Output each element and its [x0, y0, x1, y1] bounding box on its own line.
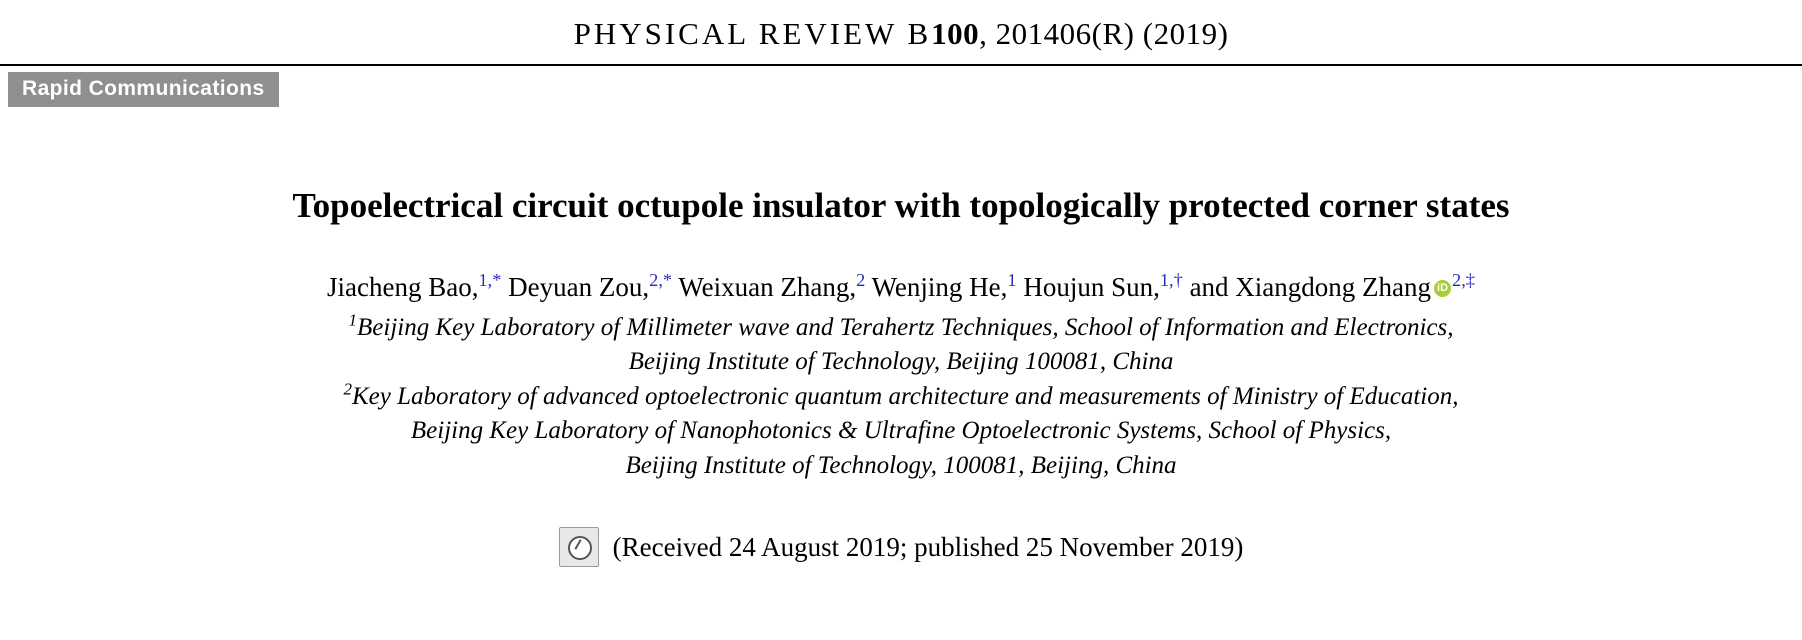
- author-entry: [1023, 272, 1182, 302]
- affiliation-line: Beijing Key Laboratory of Millimeter wave and Terahertz Techniques, School of Information and Electronics,: [357, 313, 1454, 341]
- author-name: Weixuan Zhang,: [678, 272, 857, 302]
- affiliation-line: Beijing Key Laboratory of Nanophotonics & Ultrafine Optoelectronic Systems, School of Physics,: [410, 417, 1392, 445]
- affiliation-number: 1: [348, 310, 358, 330]
- author-footnote-mark[interactable]: 1,†: [1159, 270, 1183, 290]
- affiliation-line: Beijing Institute of Technology, 100081, Beijing, China: [625, 451, 1177, 479]
- author-name: Jiacheng Bao,: [327, 272, 479, 302]
- author-name: Deyuan Zou,: [508, 272, 650, 302]
- badge-container: [0, 72, 1802, 107]
- author-entry: [1190, 272, 1475, 302]
- crossmark-icon[interactable]: [559, 527, 599, 567]
- affiliation-item: [70, 449, 1732, 484]
- journal-volume: 100: [931, 16, 980, 51]
- affiliation-item: [70, 345, 1732, 380]
- affiliation-line: Beijing Institute of Technology, Beijing 100081, China: [628, 348, 1174, 376]
- affiliation-line: Key Laboratory of advanced optoelectronic quantum architecture and measurements of Ministry of Education,: [351, 382, 1459, 410]
- author-entry: [872, 272, 1017, 302]
- journal-name: PHYSICAL REVIEW B: [573, 16, 932, 51]
- affiliation-item: [70, 414, 1732, 449]
- author-entry: [678, 272, 865, 302]
- author-footnote-mark[interactable]: 2,*: [649, 270, 673, 290]
- author-entry: [327, 272, 501, 302]
- affiliation-item: [70, 380, 1732, 415]
- author-footnote-mark[interactable]: 1: [1007, 270, 1017, 290]
- author-list: [0, 271, 1802, 305]
- affiliation-item: [70, 311, 1732, 346]
- publication-dates: (Received 24 August 2019; published 25 November 2019): [612, 531, 1244, 562]
- author-name: Wenjing He,: [871, 272, 1008, 302]
- status-badge: Rapid Communications: [8, 72, 279, 107]
- author-footnote-mark[interactable]: 2,‡: [1452, 270, 1475, 290]
- orcid-icon[interactable]: [1434, 280, 1451, 297]
- page-title: Topoelectrical circuit octupole insulator with topologically protected corner states: [292, 186, 1510, 225]
- publication-dates-row: [0, 527, 1802, 567]
- author-footnote-mark[interactable]: 2: [856, 270, 866, 290]
- affiliation-number: 2: [343, 379, 352, 399]
- author-name: and Xiangdong Zhang: [1189, 272, 1432, 302]
- author-name: Houjun Sun,: [1023, 272, 1160, 302]
- header-divider: [0, 64, 1802, 66]
- journal-running-head: [0, 0, 1802, 52]
- journal-article-number: , 201406(R) (2019): [979, 16, 1229, 51]
- affiliation-list: [0, 311, 1802, 484]
- author-footnote-mark[interactable]: 1,*: [478, 270, 502, 290]
- author-entry: [508, 272, 672, 302]
